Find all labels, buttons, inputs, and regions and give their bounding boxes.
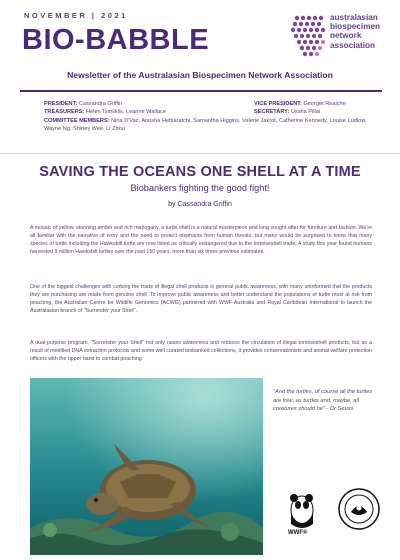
members-names: Nina D'Vaz, Anusha Hettiaratchi, Samantha Higgins, Valerie Jakrot, Catherine Kennedy, Louise Ludlow, Wayne Ng, Shirley Wee, Li Zhou xyxy=(44,117,367,133)
section-divider xyxy=(0,153,400,154)
secretary-name: Ussha Pillai xyxy=(290,109,321,116)
vice-president-label: VICE PRESIDENT: xyxy=(254,101,302,107)
turtle-image xyxy=(30,378,263,555)
sea-turtle-photo xyxy=(30,378,263,555)
newsletter-title: BIO-BABBLE xyxy=(22,24,210,56)
treasurers-names: Helen Tsimiklis, Leanne Wallace xyxy=(85,109,166,116)
logo-line: australasian xyxy=(330,13,378,22)
article-paragraph: A mosaic of yellow, stunning amber and rich mahogany, a turtle shell is a natural masterpiece and long sought after for furniture and fashion. We're all familiar with the narrative of ivory and the need to protect elephants from human threats, but many would be surprised to know that many species of turtle including the Hawksbill turtle are now listed as critically endangered due to the tortoiseshell trade. A study this year found humans harvested 9 million Hawksbill turtles over the past 150 years, more than six times previous estimates. xyxy=(30,225,372,256)
newsletter-subtitle: Newsletter of the Australasian Biospecimen Network Association xyxy=(67,70,333,80)
committee-row xyxy=(44,108,374,116)
divider xyxy=(20,90,382,92)
vice-president-name: Georget Reaiche xyxy=(303,101,346,107)
royal-caribbean-seal-icon xyxy=(338,488,380,530)
president-name: Cassandra Griffin xyxy=(78,101,123,107)
dna-dots-icon xyxy=(287,12,329,60)
masthead xyxy=(0,0,400,96)
logo-line: network xyxy=(330,31,362,41)
committee-members xyxy=(44,117,374,134)
issue-date: NOVEMBER | 2021 xyxy=(24,11,128,20)
committee-list xyxy=(44,100,374,134)
vice-president xyxy=(254,100,346,108)
article-subhead: Biobankers fighting the good fight! xyxy=(130,183,270,193)
logo-wordmark xyxy=(330,13,380,50)
pull-quote: "And the turtles, of course all the turtles are free, as turtles and, maybe, all creatures should be" - Dr Seuss xyxy=(273,389,373,413)
wwf-label: WWF® xyxy=(288,530,308,536)
treasurers-label: TREASURERS: xyxy=(44,109,85,116)
article-paragraph: A dual-purpose program, "Surrender your Shell" not only raises awareness and reduces the circulation of illegal tortoiseshell products, but as a result of modified DNA extraction protocols and some well curated biobanked collections, it provides conservationists and animal welfare protection officers with the upper hand to combat poaching. xyxy=(30,340,372,363)
logo-line: biospecimen xyxy=(330,22,381,32)
article-byline: by Cassandra Griffin xyxy=(168,201,232,208)
logo-line: association xyxy=(330,40,376,50)
abna-logo xyxy=(287,8,397,64)
wwf-panda-icon xyxy=(289,488,315,532)
secretary-label: SECRETARY: xyxy=(254,109,290,116)
article-paragraph: One of the biggest challenges with curbing the trade of illegal shell products is general public awareness, with many uninformed that the products they are purchasing are made from genuine shell. To improve public awareness and better understand the populations of turtle most at risk from poaching, the Australian Centre for Wildlife Genomics (ACWG) partnered with WWF-Australia and Royal Caribbean International to launch the Australasian branch of "Surrender your Shell". xyxy=(30,284,372,315)
members-label: COMMITTEE MEMBERS: xyxy=(44,117,110,124)
president-label: PRESIDENT: xyxy=(44,101,78,107)
article-headline: SAVING THE OCEANS ONE SHELL AT A TIME xyxy=(39,164,361,180)
secretary xyxy=(254,108,320,116)
committee-row xyxy=(44,100,374,108)
